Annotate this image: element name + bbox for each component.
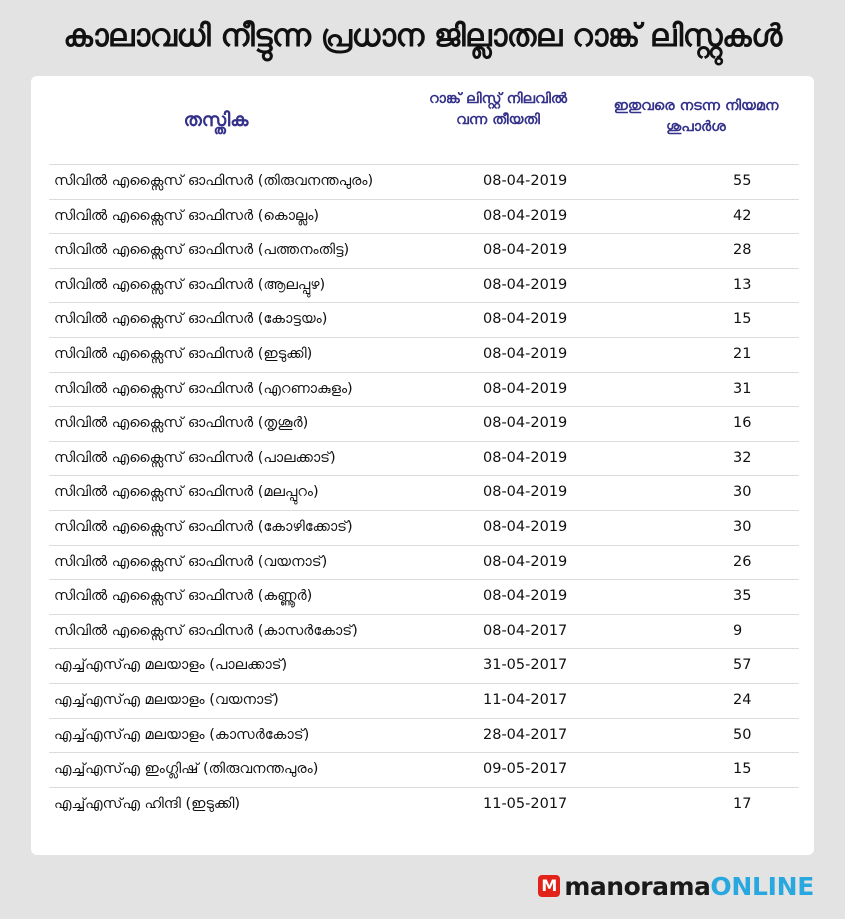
row-post-cell: സിവിൽ എക്സൈസ് ഓഫിസർ (തൃശൂർ) — [54, 415, 309, 432]
row-date-cell: 08-04-2017 — [483, 622, 568, 639]
table-row — [49, 752, 799, 787]
table-row — [49, 787, 799, 822]
row-date-cell: 11-05-2017 — [483, 795, 568, 812]
row-date-cell: 08-04-2019 — [483, 553, 568, 570]
row-count-cell: 30 — [733, 518, 752, 535]
row-date-cell: 08-04-2019 — [483, 242, 568, 259]
row-post-cell: എച്ച്എസ്എ മലയാളം (കാസർകോട്) — [54, 726, 310, 743]
table-row — [49, 614, 799, 649]
row-date-cell: 08-04-2019 — [483, 449, 568, 466]
page-title: കാലാവധി നീട്ടുന്ന പ്രധാന ജില്ലാതല റാങ്ക് ലിസ്റ്റുകൾ — [63, 18, 782, 54]
table-row — [49, 337, 799, 372]
table-row — [49, 545, 799, 580]
row-count-cell: 16 — [733, 415, 752, 432]
row-date-cell: 08-04-2019 — [483, 173, 568, 189]
row-date-cell: 28-04-2017 — [483, 726, 568, 743]
row-date-cell: 31-05-2017 — [483, 657, 568, 674]
row-count-cell: 35 — [733, 588, 752, 605]
row-post-cell: സിവിൽ എക്സൈസ് ഓഫിസർ (കാസർകോട്) — [54, 622, 358, 639]
row-count-cell: 24 — [733, 691, 752, 708]
row-post-cell: എച്ച്എസ്എ ഹിന്ദി (ഇടുക്കി) — [54, 795, 241, 812]
row-date-cell: 08-04-2019 — [483, 345, 568, 362]
row-post-cell: സിവിൽ എക്സൈസ് ഓഫിസർ (കോഴിക്കോട്) — [54, 518, 353, 535]
row-post-cell: സിവിൽ എക്സൈസ് ഓഫിസർ (പത്തനംതിട്ട) — [54, 242, 350, 259]
logo-text-manorama: manorama — [564, 871, 711, 901]
row-date-cell: 08-04-2019 — [483, 380, 568, 397]
row-date-cell: 11-04-2017 — [483, 691, 568, 708]
row-count-cell: 42 — [733, 207, 752, 224]
column-header-date: റാങ്ക് ലിസ്റ്റ് നിലവിൽ വന്ന തീയതി — [428, 91, 568, 128]
table-row — [49, 302, 799, 337]
table-row — [49, 164, 799, 199]
table-row — [49, 648, 799, 683]
row-post-cell: എച്ച്എസ്എ മലയാളം (വയനാട്) — [54, 691, 279, 708]
table-row — [49, 406, 799, 441]
table-row — [49, 718, 799, 753]
rank-list-table — [31, 76, 814, 855]
table-row — [49, 475, 799, 510]
table-row — [49, 233, 799, 268]
row-count-cell: 50 — [733, 726, 752, 743]
row-post-cell: സിവിൽ എക്സൈസ് ഓഫിസർ (പാലക്കാട്) — [54, 449, 336, 466]
row-count-cell: 30 — [733, 484, 752, 501]
row-date-cell: 08-04-2019 — [483, 518, 568, 535]
row-count-cell: 21 — [733, 345, 752, 362]
row-post-cell: സിവിൽ എക്സൈസ് ഓഫിസർ (ആലപ്പുഴ) — [54, 276, 326, 293]
row-count-cell: 9 — [733, 622, 743, 639]
column-header-count: ഇതുവരെ നടന്ന നിയമന ശുപാർശ — [613, 98, 779, 135]
row-count-cell: 28 — [733, 242, 752, 259]
row-count-cell: 26 — [733, 553, 752, 570]
row-date-cell: 08-04-2019 — [483, 207, 568, 224]
table-header — [31, 76, 814, 164]
table-row — [49, 268, 799, 303]
row-post-cell: സിവിൽ എക്സൈസ് ഓഫിസർ (കൊല്ലം) — [54, 207, 320, 224]
row-count-cell: 32 — [733, 449, 752, 466]
row-date-cell: 08-04-2019 — [483, 588, 568, 605]
table-body — [49, 164, 799, 821]
row-post-cell: എച്ച്എസ്എ ഇംഗ്ലിഷ് (തിരുവനന്തപുരം) — [54, 761, 319, 778]
row-count-cell: 57 — [733, 657, 752, 674]
logo-text-online: ONLINE — [710, 871, 814, 901]
row-count-cell: 13 — [733, 276, 752, 293]
table-row — [49, 683, 799, 718]
row-date-cell: 09-05-2017 — [483, 761, 568, 778]
row-post-cell: സിവിൽ എക്സൈസ് ഓഫിസർ (തിരുവനന്തപുരം) — [54, 173, 374, 189]
row-date-cell: 08-04-2019 — [483, 311, 568, 328]
row-date-cell: 08-04-2019 — [483, 415, 568, 432]
row-count-cell: 55 — [733, 173, 752, 189]
column-header-post: തസ്തിക — [183, 109, 249, 131]
table-row — [49, 372, 799, 407]
manorama-logo-icon: M — [538, 875, 560, 897]
row-post-cell: സിവിൽ എക്സൈസ് ഓഫിസർ (എറണാകുളം) — [54, 380, 353, 397]
row-post-cell: സിവിൽ എക്സൈസ് ഓഫിസർ (ഇടുക്കി) — [54, 345, 313, 362]
row-post-cell: സിവിൽ എക്സൈസ് ഓഫിസർ (കണ്ണൂർ) — [54, 588, 313, 605]
row-date-cell: 08-04-2019 — [483, 276, 568, 293]
row-date-cell: 08-04-2019 — [483, 484, 568, 501]
row-count-cell: 31 — [733, 380, 752, 397]
row-count-cell: 17 — [733, 795, 752, 812]
row-post-cell: സിവിൽ എക്സൈസ് ഓഫിസർ (വയനാട്) — [54, 553, 328, 570]
table-row — [49, 441, 799, 476]
row-count-cell: 15 — [733, 311, 752, 328]
manorama-online-logo — [538, 872, 814, 900]
row-post-cell: സിവിൽ എക്സൈസ് ഓഫിസർ (കോട്ടയം) — [54, 311, 328, 328]
table-row — [49, 579, 799, 614]
row-post-cell: സിവിൽ എക്സൈസ് ഓഫിസർ (മലപ്പുറം) — [54, 484, 319, 501]
row-post-cell: എച്ച്എസ്എ മലയാളം (പാലക്കാട്) — [54, 657, 288, 674]
row-count-cell: 15 — [733, 761, 752, 778]
table-row — [49, 199, 799, 234]
table-row — [49, 510, 799, 545]
